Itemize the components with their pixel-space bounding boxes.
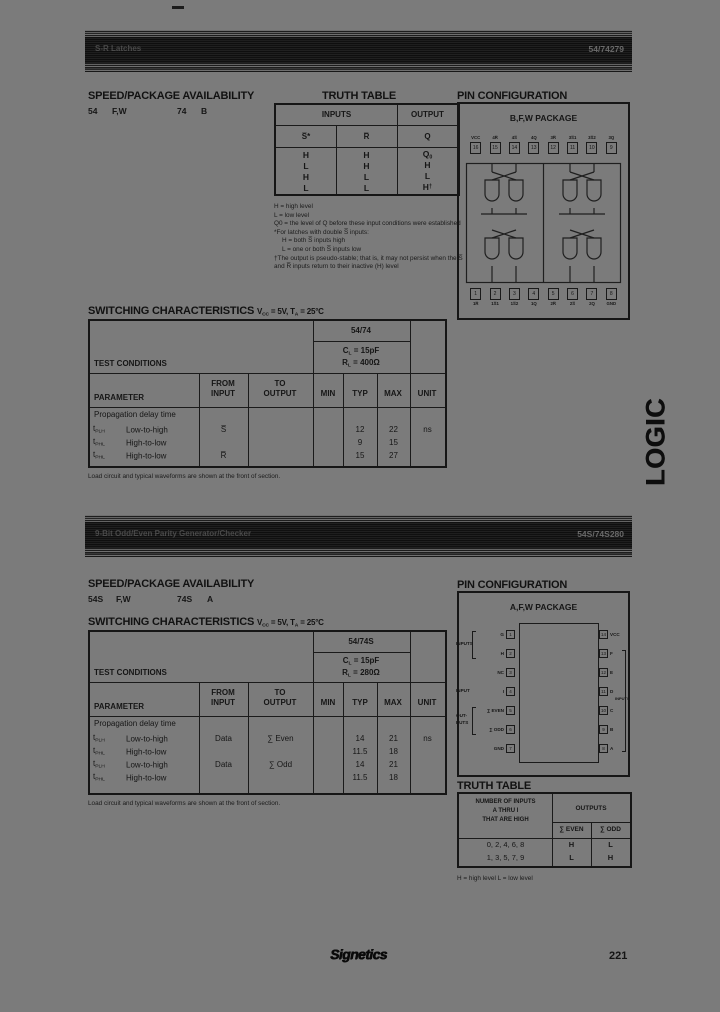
pin-number: 5 — [548, 288, 559, 300]
pin — [563, 135, 582, 154]
truth2-even-header: ∑ EVEN — [559, 826, 584, 833]
pin-number: 12 — [548, 142, 559, 154]
pin — [544, 288, 563, 307]
pin-number: 11 — [567, 142, 578, 154]
typ-cell: 14 — [355, 734, 365, 743]
pin-number: 13 — [528, 142, 539, 154]
col-to: TO — [274, 688, 286, 697]
pin — [505, 288, 524, 307]
signetics-logo: Signetics — [330, 946, 387, 962]
dip-body — [519, 623, 599, 763]
banner-left-title: 9-Bit Odd/Even Parity Generator/Checker — [95, 529, 252, 538]
col-output: OUTPUT — [263, 389, 297, 398]
typ-cell: 14 — [355, 760, 365, 769]
pin-label: 3S̅2 — [588, 135, 596, 140]
col-input: INPUT — [211, 389, 235, 398]
col-unit: UNIT — [417, 698, 437, 707]
truth-table-title-2: TRUTH TABLE — [457, 780, 531, 792]
inputs-brace-label: INPUTS — [456, 641, 473, 646]
pin-config-title-1: PIN CONFIGURATION — [457, 90, 568, 102]
speed-package-title-1: SPEED/PACKAGE AVAILABILITY — [88, 90, 255, 102]
col-typ: TYP — [352, 389, 368, 398]
test-conditions-label: TEST CONDITIONS — [94, 668, 167, 677]
section-tab-label: LOGIC — [640, 398, 671, 486]
typ-cell: 15 — [355, 451, 365, 460]
pin-label: H — [500, 650, 504, 656]
truth1-cell-s: L — [303, 182, 309, 193]
outputs-brace-label-2: PUTS — [456, 720, 469, 725]
truth2-outputs-header: OUTPUTS — [575, 805, 607, 812]
table-row — [459, 838, 630, 851]
footnote-line: †The output is pseudo-stable; that is, it may not persist when the S̅ and R̅ inputs return to their inactive (H) level — [274, 254, 463, 271]
parameter-cell: tPLH Low-to-high — [93, 759, 168, 770]
pin-label: 3S̅1 — [568, 135, 577, 140]
footnote-line: L = one or both S̅ inputs low — [282, 245, 362, 253]
banner-part-number: 54S/74S280 — [577, 529, 624, 539]
truth-table-title-1: TRUTH TABLE — [322, 90, 396, 102]
outputs-brace-label-1: OUT- — [456, 713, 467, 718]
col-to: TO — [274, 379, 286, 388]
pin-label: I — [502, 688, 504, 694]
banner-noise-tail — [85, 64, 632, 72]
switching-rows-1 — [90, 423, 445, 462]
pin-label: E — [610, 669, 614, 675]
pin-number: 3 — [506, 668, 515, 677]
max-cell: 15 — [389, 438, 398, 447]
table-row — [90, 423, 445, 436]
table-row — [276, 149, 458, 160]
pin — [477, 743, 515, 753]
test-conditions-label: TEST CONDITIONS — [94, 359, 167, 368]
col-max: MAX — [384, 389, 402, 398]
odd-cell: L — [608, 840, 613, 849]
pin-number: 7 — [506, 744, 515, 753]
pin — [477, 667, 515, 677]
typ-cell: 12 — [355, 425, 365, 434]
pin-label: 3R̅ — [550, 135, 556, 140]
switching-table-2 — [88, 630, 447, 795]
pin-number: 10 — [600, 707, 606, 713]
max-cell: 21 — [389, 734, 398, 743]
latch-gates-diagram — [465, 162, 622, 284]
truth1-cell-q: Q0 — [422, 148, 433, 161]
col-from: FROM — [211, 688, 235, 697]
table-row — [276, 171, 458, 182]
typ-cell: 11.5 — [352, 747, 368, 756]
outputs-brace — [472, 707, 476, 735]
pin-number: 1 — [506, 630, 515, 639]
speed-74: 74 — [177, 106, 187, 116]
speed-74s-packages: A — [207, 594, 214, 604]
pin-label: A — [610, 745, 614, 751]
truth2-odd-header: ∑ ODD — [600, 826, 621, 833]
pin-label: ∑ EVEN — [486, 707, 504, 713]
truth1-cell-s: H — [302, 149, 310, 160]
even-cell: L — [569, 853, 574, 862]
load-circuit-note-1: Load circuit and typical waveforms are shown at the front of section. — [88, 473, 281, 480]
pin-number: 2 — [506, 649, 515, 658]
pin-number: 12 — [600, 669, 606, 675]
footnote-line: L = low level — [274, 211, 310, 219]
pin-label: 1Q — [530, 301, 537, 306]
banner-core — [85, 37, 632, 63]
pin-label: 4R̅ — [492, 135, 498, 140]
truth1-cell-r: L — [363, 171, 370, 182]
max-cell: 27 — [389, 451, 398, 460]
pin — [477, 724, 515, 734]
pin-config-box-2 — [457, 591, 630, 777]
max-cell: 21 — [389, 760, 398, 769]
pin-number: 9 — [599, 725, 608, 734]
switching-title-2: SWITCHING CHARACTERISTICS VCC = 5V, TA = 25°C — [88, 616, 324, 629]
pin — [602, 135, 621, 154]
package-label-2: A,F,W PACKAGE — [509, 602, 578, 612]
footnote-line: *For latches with double S̅ inputs: — [274, 228, 369, 236]
inputs-count-cell: 0, 2, 4, 6, 8 — [486, 840, 525, 849]
table-row — [90, 758, 445, 771]
page-number: 221 — [609, 950, 628, 962]
parameter-cell: tPHL High-to-low — [93, 437, 167, 448]
col-parameter: PARAMETER — [94, 393, 145, 402]
load-rl: RL = 400Ω — [342, 358, 380, 369]
footnote-line: H = high level — [274, 203, 313, 210]
inputs-right-label: INPUTS — [615, 696, 630, 701]
inputs-count-cell: 1, 3, 5, 7, 9 — [486, 853, 525, 862]
unit-cell: ns — [423, 425, 432, 434]
pin-label: C — [610, 707, 614, 713]
pin — [563, 288, 582, 307]
load-cl: CL = 15pF — [342, 656, 380, 667]
typ-cell: 9 — [357, 438, 363, 447]
part-header-banner-2 — [85, 515, 632, 557]
pin-number: 14 — [509, 142, 520, 154]
pin — [524, 288, 543, 307]
prop-delay-label: Propagation delay time — [94, 719, 176, 728]
col-from: FROM — [211, 379, 235, 388]
truth1-cell-r: H — [363, 160, 370, 171]
pin-number: 10 — [586, 142, 597, 154]
pin-number: 6 — [506, 725, 515, 734]
pin — [485, 288, 504, 307]
pin-label: 2S̅ — [569, 301, 576, 306]
top-pin-labels — [466, 135, 621, 154]
pin — [599, 629, 645, 639]
table-row — [90, 449, 445, 462]
pin-label: VCC — [471, 135, 481, 140]
truth-table-2 — [457, 792, 632, 868]
pin — [544, 135, 563, 154]
pin-label: GND — [493, 745, 504, 751]
truth2-footnote: H = high level L = low level — [457, 875, 533, 882]
speed-54: 54 — [88, 106, 98, 116]
input-label: INPUT — [456, 688, 470, 693]
banner-part-number: 54/74279 — [588, 44, 624, 54]
col-parameter: PARAMETER — [94, 702, 145, 711]
inputs-brace-right — [622, 650, 626, 752]
table-row — [90, 732, 445, 745]
pin-label: 3Q — [608, 135, 615, 140]
truth1-output-header: OUTPUT — [411, 110, 444, 119]
pin-number: 1 — [470, 288, 481, 300]
pin — [602, 288, 621, 307]
truth1-cell-q: L — [424, 170, 431, 181]
table-row — [90, 745, 445, 758]
pin-number: 3 — [509, 288, 520, 300]
pin-label: 1S̅2 — [510, 301, 519, 306]
pin-number: 4 — [506, 687, 515, 696]
truth1-cell-q: H† — [422, 181, 433, 192]
pin-number: 8 — [599, 744, 608, 753]
scan-artifact-mark — [172, 6, 184, 9]
typ-cell: 11.5 — [352, 773, 368, 782]
load-circuit-note-2: Load circuit and typical waveforms are shown at the front of section. — [88, 800, 281, 807]
col-unit: UNIT — [417, 389, 437, 398]
pin — [524, 135, 543, 154]
to-cell: ∑ Even — [267, 734, 294, 743]
truth2-rows — [459, 838, 630, 864]
parameter-cell: tPHL High-to-low — [93, 772, 167, 783]
truth1-cell-r: L — [363, 182, 370, 193]
pin-label: GND — [606, 301, 617, 306]
pin-number: 16 — [470, 142, 481, 154]
pin-label: 1R̅ — [472, 301, 479, 306]
pin-label: F — [610, 650, 613, 656]
load-rl: RL = 280Ω — [342, 668, 380, 679]
max-cell: 18 — [389, 773, 398, 782]
odd-cell: H — [607, 853, 614, 862]
to-cell: ∑ Odd — [268, 760, 293, 769]
pin-label: 2Q — [589, 301, 595, 306]
truth1-inputs-header: INPUTS — [321, 110, 352, 119]
truth-table-1 — [274, 103, 460, 196]
truth-table-footnotes — [274, 203, 464, 272]
test-conditions-inline: VCC = 5V, TA = 25°C — [256, 618, 324, 629]
truth1-cell-s: L — [303, 160, 309, 171]
table-row — [276, 160, 458, 171]
pin — [477, 705, 515, 715]
even-cell: H — [568, 840, 575, 849]
pin — [466, 135, 485, 154]
switching-table-1 — [88, 319, 447, 468]
pin-label: 4Q — [530, 135, 537, 140]
section-tab — [633, 384, 679, 500]
pin-label: 2R̅ — [550, 301, 556, 306]
group-header: 54/74 — [350, 326, 372, 335]
pin-label: ∑ ODD — [489, 726, 504, 732]
col-typ: TYP — [352, 698, 368, 707]
test-conditions-inline: VCC = 5V, TA = 25°C — [256, 307, 324, 318]
from-cell: Data — [215, 760, 232, 769]
truth1-col-r: R̅ — [363, 132, 370, 141]
group-header: 54/74S — [348, 637, 374, 646]
pin-label: B — [610, 726, 614, 732]
pin-label: D — [610, 688, 614, 694]
pin-label: NC — [497, 669, 504, 675]
truth1-rows — [276, 149, 458, 193]
truth1-cell-r: H — [363, 149, 370, 160]
pin-number: 15 — [490, 142, 501, 154]
pin — [477, 648, 515, 658]
col-min: MIN — [320, 389, 336, 398]
banner-left-title: S-R Latches — [95, 44, 142, 53]
speed-54s-packages: F,W — [116, 594, 131, 604]
pin-number: 2 — [490, 288, 501, 300]
switching-rows-2 — [90, 732, 445, 784]
truth1-cell-s: H — [302, 171, 310, 182]
pin-number: 13 — [600, 650, 606, 656]
speed-54s: 54S — [88, 594, 104, 604]
banner-noise-tail — [85, 549, 632, 557]
pin-config-box-1 — [457, 102, 630, 320]
pin-label: VCC — [610, 631, 620, 637]
col-max: MAX — [384, 698, 402, 707]
footnote-line: Q0 = the level of Q before these input conditions were established — [274, 220, 461, 228]
parameter-cell: tPLH Low-to-high — [93, 424, 168, 435]
switching-title-1: SWITCHING CHARACTERISTICS VCC = 5V, TA = 25°C — [88, 305, 324, 318]
col-output: OUTPUT — [263, 698, 297, 707]
pin — [582, 288, 601, 307]
pin — [477, 629, 515, 639]
pin-number: 9 — [606, 142, 617, 154]
truth1-col-s: S̅* — [301, 132, 311, 141]
col-input: INPUT — [211, 698, 235, 707]
package-label-1: B,F,W PACKAGE — [509, 113, 578, 123]
pin-number: 11 — [599, 687, 608, 696]
speed-74s: 74S — [177, 594, 193, 604]
max-cell: 18 — [389, 747, 398, 756]
col-min: MIN — [320, 698, 336, 707]
speed-74-packages: B — [201, 106, 208, 116]
part-header-banner-1 — [85, 30, 632, 72]
table-row — [90, 771, 445, 784]
pin-label: 4S̅ — [511, 135, 518, 140]
truth1-col-q: Q — [424, 132, 431, 141]
speed-package-title-2: SPEED/PACKAGE AVAILABILITY — [88, 578, 255, 590]
pin — [582, 135, 601, 154]
pin-number: 4 — [528, 288, 539, 300]
from-cell: S̅ — [220, 425, 227, 434]
parameter-cell: tPHL High-to-low — [93, 746, 167, 757]
prop-delay-label: Propagation delay time — [94, 410, 176, 419]
pin-config-title-2: PIN CONFIGURATION — [457, 579, 568, 591]
pin-label: 1S̅1 — [491, 301, 499, 306]
unit-cell: ns — [423, 734, 432, 743]
table-row — [459, 851, 630, 864]
pin-number: 5 — [506, 706, 515, 715]
truth1-cell-q: H — [424, 159, 431, 170]
table-row — [90, 436, 445, 449]
parameter-cell: tPLH Low-to-high — [93, 733, 168, 744]
pin-number: 14 — [600, 631, 606, 637]
pin — [485, 135, 504, 154]
bottom-pin-numbers — [466, 288, 621, 307]
max-cell: 22 — [389, 425, 398, 434]
pin-number: 8 — [606, 288, 617, 300]
speed-54-packages: F,W — [112, 106, 127, 116]
truth2-left-header: NUMBER OF INPUTS A THRU I THAT ARE HIGH — [475, 799, 536, 823]
load-cl: CL = 15pF — [342, 346, 380, 357]
pin-number: 7 — [586, 288, 597, 300]
pin-number: 6 — [567, 288, 578, 300]
parameter-cell: tPHL High-to-low — [93, 450, 167, 461]
footnote-line: H = both S̅ inputs high — [282, 237, 346, 245]
table-row — [276, 182, 458, 193]
pin — [477, 686, 515, 696]
pin — [466, 288, 485, 307]
from-cell: Data — [215, 734, 232, 743]
pin — [505, 135, 524, 154]
from-cell: R̅ — [220, 451, 227, 460]
pin-label: G — [500, 631, 504, 637]
